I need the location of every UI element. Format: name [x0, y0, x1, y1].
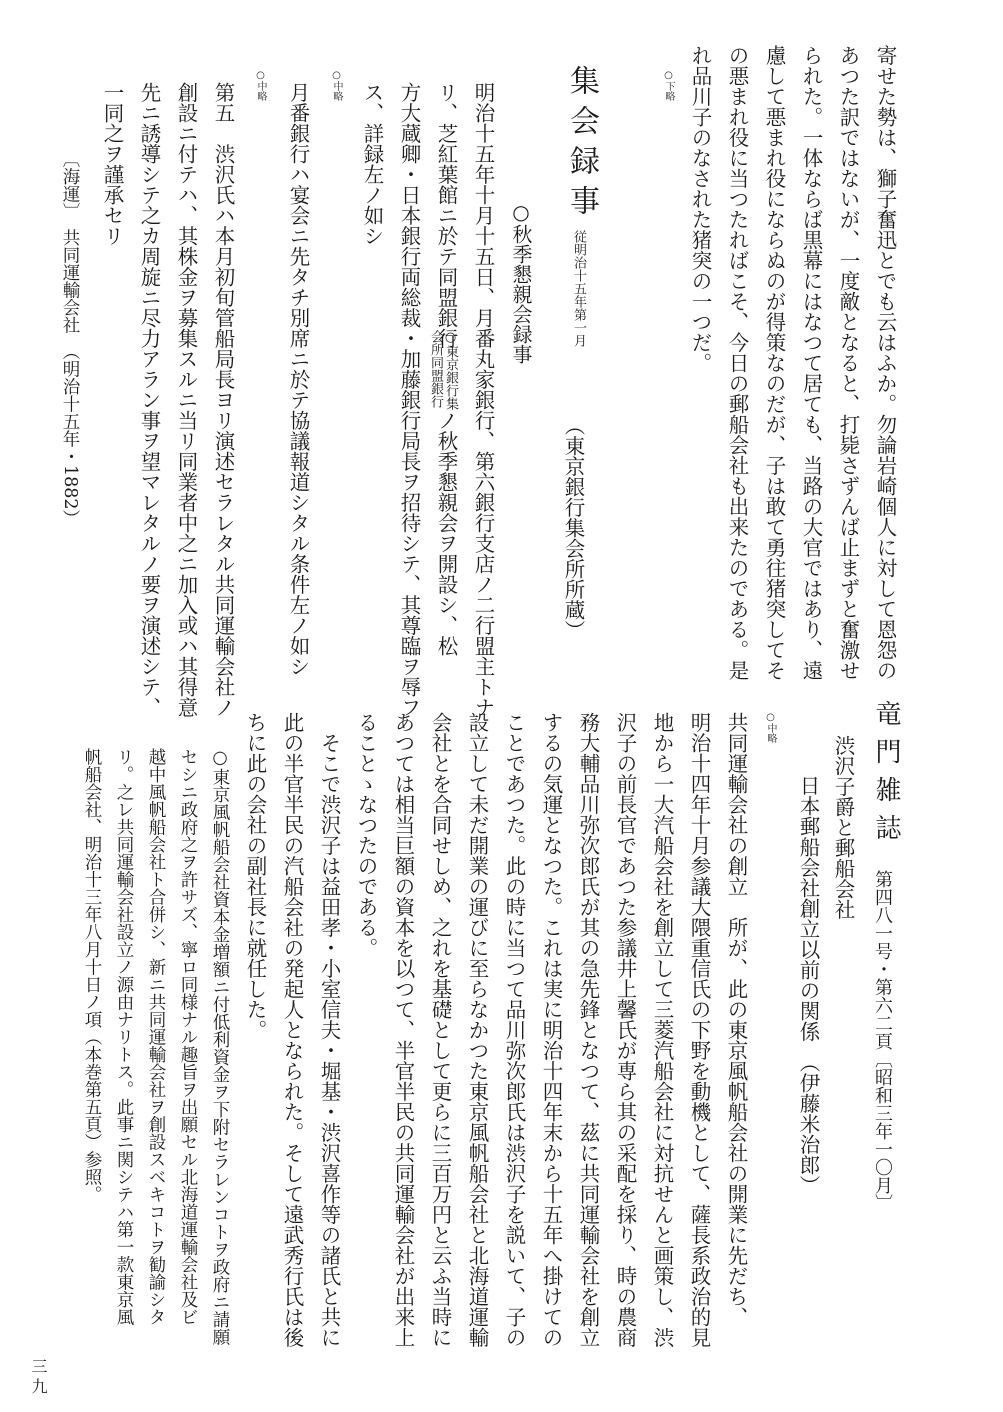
reference-line-1: ○東京風帆船会社資本金増額ニ付低利資金ヲ下附セラレンコトヲ政府ニ請願	[210, 748, 230, 1346]
top-body-line-5: の悪まれ役に当つたればこそ、今日の郵船会社も出来たのである。是	[725, 45, 749, 681]
omission-note-4: ○中略	[765, 712, 776, 743]
body-a-line-2-continued: ノ秋季懇親会ヲ開設シ、松	[434, 410, 458, 656]
reference-line-2: セシニ政府之ヲ許サズ、寧ロ同様ナル趣旨ヲ出願セル北海道運輸会社及ビ	[178, 748, 198, 1326]
section-heading: 集会録事	[564, 65, 599, 225]
article-line-8: 設立して未だ開業の運びに至らなかつた東京風帆船会社と北海道運輸	[465, 712, 489, 1348]
category-footer-label: 〔海運〕 共同運輸会社 （明治十五年・1882）	[60, 150, 80, 528]
top-body-line-1: 寄せた勢は、獅子奮迅とでも云はふか。勿論岩崎個人に対して恩怨の	[873, 45, 897, 681]
body-b: 月番銀行ハ宴会ニ先タチ別席ニ於テ協議報道シタル条件左ノ如シ	[286, 82, 310, 677]
reference-line-4: リ。之レ共同運輸会社設立ノ源由ナリトス。此事ニ関シテハ第一款東京風	[114, 748, 134, 1326]
article-line-11: ることゝなつたのである。	[354, 712, 378, 958]
body-a-line-3: 方大蔵卿・日本銀行両総裁・加藤銀行局長ヲ招待シテ、其尊臨ヲ辱フ	[397, 82, 421, 718]
omission-note-3: ○中略	[255, 70, 266, 101]
article-subtitle: 日本郵船会社創立以前の関係 （伊藤米治郎）	[796, 775, 820, 1196]
article-line-1: 共同運輸会社の創立 所が、此の東京風帆船会社の開業に先だち、	[724, 712, 748, 1327]
article-line-4: 沢子の前長官であつた参議井上馨氏が専ら其の采配を採り、時の農商	[613, 712, 637, 1348]
inline-note-line-2: 会所同盟銀行	[428, 330, 443, 408]
article-line-7: ことであつた。此の時に当つて品川弥次郎氏は渋沢子を説いて、子の	[502, 712, 526, 1348]
article-line-5: 務大輔品川弥次郎氏が其の急先鋒となつて、茲に共同運輸会社を創立	[576, 712, 600, 1348]
reference-line-5: 帆船会社、明治十三年八月十日ノ項（本巻第五頁）参照。	[82, 748, 102, 1203]
top-body-line-4: 慮して悪まれ役にならぬのが得策なのだが、子は敢て勇往猪突してそ	[762, 45, 786, 681]
article-line-3: 地から一大汽船会社を創立して三菱汽船会社に対抗せんと画策し、渋	[650, 712, 674, 1348]
body-c-line-3: 先ニ誘導シテ之カ周旋ニ尽力アラン事ヲ望マレタルノ要ヲ演述シテ、	[137, 82, 161, 718]
magazine-title: 竜門雑誌	[871, 700, 901, 852]
page-number: 三九	[29, 1358, 48, 1398]
top-body-line-3: られた。一体ならば黒幕にはなつて居ても、当路の大官ではあり、遠	[799, 45, 823, 681]
article-line-13: 此の半官半民の汽船会社の発起人となられた。そして遠武秀行氏は後	[280, 712, 304, 1348]
body-c-line-4: 一同之ヲ謹承セリ	[100, 82, 124, 246]
reference-line-3: 越中風帆船会社ト合併シ、新ニ共同運輸会社ヲ創設スベキコトヲ勧諭シタ	[146, 748, 166, 1326]
article-line-12: そこで渋沢子は益田孝・小室信夫・堀基・渋沢喜作等の諸氏と共に	[317, 712, 341, 1348]
article-title: 渋沢子爵と郵船会社	[831, 735, 855, 920]
omission-note-1: ○下略	[663, 70, 674, 101]
body-a-line-4: ス、詳録左ノ如シ	[360, 82, 384, 246]
body-a-line-2: リ、芝紅葉館ニ於テ同盟銀行	[434, 82, 458, 349]
section-heading-sub: 従明治十五年第一月	[571, 230, 586, 347]
body-c-line-1: 第五 渋沢氏ハ本月初旬管船局長ヨリ演述セラレタル共同運輸会社ノ	[211, 82, 235, 718]
issue-info: 第四八一号・第六二頁〔昭和三年一〇月〕	[872, 870, 893, 1212]
article-line-9: 会社とを合同せしめ、之れを基礎として更らに三百万円と云ふ当時に	[428, 712, 452, 1348]
article-line-2: 明治十四年十月参議大隈重信氏の下野を動機として、薩長系政治的見	[687, 712, 711, 1348]
top-body-line-6: れ品川子のなされた猪突の一つだ。	[688, 45, 712, 373]
inline-note-line-1: ○東京銀行集	[443, 330, 458, 410]
article-line-14: ちに此の会社の副社長に就任した。	[243, 712, 267, 1040]
omission-note-2: ○中略	[331, 70, 342, 101]
subheading-autumn-gathering: ○秋季懇親会録事	[509, 200, 533, 364]
body-c-line-2: 創設ニ付テハ、其株金ヲ募集スルニ当リ同業者中之ニ加入或ハ其得意	[174, 82, 198, 718]
article-line-6: するの気運となつた。これは実に明治十四年末から十五年へ掛けての	[539, 712, 563, 1348]
body-a-line-1: 明治十五年十月十五日、月番丸家銀行、第六銀行支店ノ二行盟主トナ	[471, 82, 495, 718]
article-line-10: あつては相当巨額の資本を以つて、半官半民の共同運輸会社が出来上	[391, 712, 415, 1348]
top-body-line-2: あつた訳ではないが、一度敵となると、打毙さずんば止まずと奮激せ	[836, 45, 860, 681]
source-note: （東京銀行集会所所蔵）	[561, 415, 585, 641]
